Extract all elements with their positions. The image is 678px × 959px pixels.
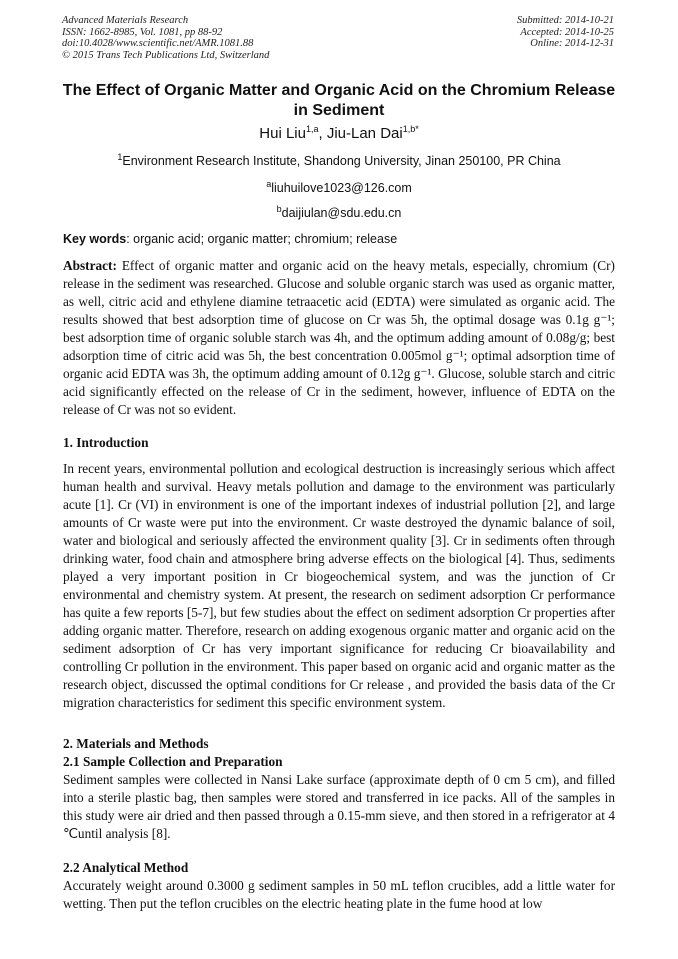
- section-2-2-heading: 2.2 Analytical Method: [63, 860, 189, 875]
- methods-heading: 2. Materials and Methods: [63, 736, 209, 751]
- abstract-label: Abstract:: [63, 258, 117, 273]
- affiliation: [0, 153, 678, 169]
- author-1-name: Hui Liu: [259, 125, 306, 142]
- section-2-1-text: Sediment samples were collected in Nansi Lake surface (approximate depth of 0 cm 5 cm), and filled into a sterile plastic bag, then samples were stored and transferred in ice packs. All of the samples in this study were air dried and then passed through a 0.15-mm sieve, and then stored in a refrigerator at 4 ℃until analysis [8].: [63, 772, 615, 841]
- journal-name: Advanced Materials Research: [62, 15, 189, 26]
- introduction-text: In recent years, environmental pollution and ecological destruction is increasingly serious which affect human health and survival. Heavy metals pollution and damage to the environment was particularly acute [1]. Cr (VI) in environment is one of the important indexes of industrial pollution [2], and large amounts of Cr waste were put into the environment. Cr waste destroyed the dynamic balance of soil, water and biological and seriously affected the environment quality [3]. Cr in sediments often through drinking water, food chain and atmosphere bring adverse effects on the biological [4]. Thus, sediments played a very important position in Cr biogeochemical system, and was the junction of Cr environmental and chemistry system. At present, the research on sediment adsorption Cr performance has quite a few reports [5-7], but few studies about the effect on sediment adsorption Cr properties after adding organic matter. Therefore, research on adding exogenous organic matter and organic acid on the sediment adsorption of Cr has very important significance for reducing Cr bioavailability and controlling Cr pollution in the environment. This paper based on organic acid and organic matter as the research object, discussed the optimal conditions for Cr release , and provided the basis data of the Cr migration characteristics for sediment this specific environment system.: [63, 461, 615, 710]
- author-separator: ,: [318, 125, 327, 142]
- accepted-date: Accepted: 2014-10-25: [520, 26, 614, 38]
- email-a: [0, 180, 678, 196]
- affiliation-superscript: 1: [117, 151, 123, 162]
- author-2-name: Jiu-Lan Dai: [326, 125, 403, 142]
- journal-doi[interactable]: doi:10.4028/www.scientific.net/AMR.1081.88: [62, 38, 254, 49]
- title-line-1: The Effect of Organic Matter and Organic Acid on the Chromium Release: [62, 82, 616, 99]
- title-line-2: in Sediment: [293, 102, 385, 119]
- online-date: Online: 2014-12-31: [530, 38, 614, 49]
- email-b-superscript: b: [276, 203, 282, 214]
- introduction-heading: 1. Introduction: [63, 435, 149, 450]
- publication-dates: [517, 15, 614, 50]
- email-b: [0, 205, 678, 221]
- journal-issn: ISSN: 1662-8985, Vol. 1081, pp 88-92: [62, 26, 223, 38]
- abstract: [63, 257, 615, 419]
- author-1-superscript: 1,a: [305, 124, 319, 134]
- paper-title: [40, 81, 638, 121]
- keywords-label: Key words: [63, 232, 127, 246]
- author-2-superscript: 1,b*: [402, 124, 419, 134]
- submitted-date: Submitted: 2014-10-21: [516, 15, 614, 26]
- section-2-1-heading: 2.1 Sample Collection and Preparation: [63, 754, 283, 769]
- keywords: [63, 231, 615, 247]
- keywords-text: : organic acid; organic matter; chromium; release: [126, 232, 398, 246]
- journal-copyright: © 2015 Trans Tech Publications Ltd, Switzerland: [62, 49, 270, 61]
- email-a-address[interactable]: liuhuilove1023@126.com: [271, 181, 412, 195]
- author-line: [0, 124, 678, 144]
- section-2-2-text: Accurately weight around 0.3000 g sediment samples in 50 mL teflon crucibles, add a little water for wetting. Then put the teflon crucibles on the electric heating plate in the fume hood at low: [63, 878, 615, 911]
- affiliation-text: Environment Research Institute, Shandong University, Jinan 250100, PR China: [122, 154, 561, 168]
- email-a-superscript: a: [266, 178, 272, 189]
- email-b-address[interactable]: daijiulan@sdu.edu.cn: [281, 206, 402, 220]
- journal-meta: [62, 15, 269, 61]
- abstract-text: Effect of organic matter and organic acid on the heavy metals, especially, chromium (Cr) release in the sediment was researched. Glucose and soluble organic starch was used as organic matter, as well, citric acid and ethylene diamine tetraacetic acid (EDTA) were simulated as organic acid. The results showed that best adsorption time of glucose on Cr was 5h, the optimal dosage was 0.1g g⁻¹; best adsorption time of organic soluble starch was 4h, and the optimum adding amount of 0.08g/g; best adsorption time of citric acid was 5h, the best concentration 0.005mol g⁻¹; optimal adsorption time of organic acid EDTA was 3h, the optimum adding amount of 0.12g g⁻¹. Glucose, soluble starch and citric acid significantly effected on the release of Cr in the sediment, however, influence of EDTA on the release of Cr was not so evident.: [63, 258, 615, 417]
